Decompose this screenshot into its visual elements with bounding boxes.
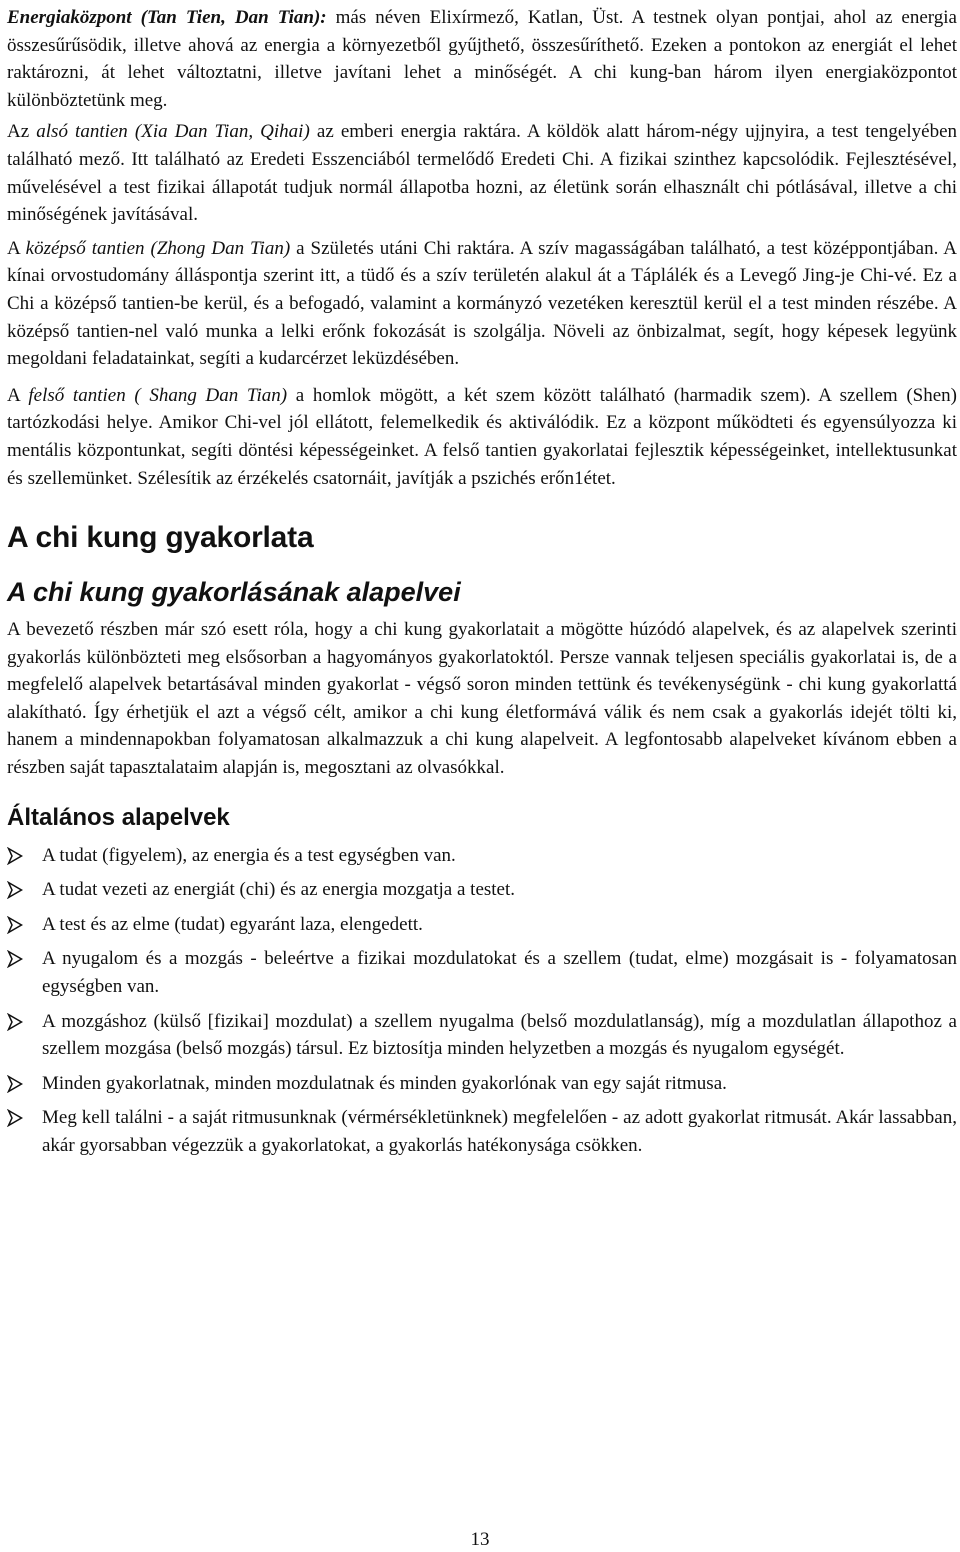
- list-item-text: A tudat (figyelem), az energia és a test egységben van.: [42, 844, 456, 866]
- list-item-text: Minden gyakorlatnak, minden mozdulatnak és minden gyakorlónak van egy saját ritmusa.: [42, 1072, 727, 1094]
- lead-middle-tantien: A: [7, 237, 26, 259]
- list-item-text: A nyugalom és a mozgás - beleértve a fizikai mozdulatokat és a szellem (tudat, elme) mozgásait is - folyamatosan egységben van.: [42, 948, 957, 998]
- general-principles-heading: Általános alapelvek: [7, 803, 230, 831]
- section-subtitle: A chi kung gyakorlásának alapelvei: [7, 577, 461, 608]
- text-lower-tantien: az emberi energia raktára. A köldök alatt három-négy ujjnyira, a test tengelyében található mező. Itt található az Eredeti Esszenciából termelődő Eredeti Chi. A fizikai szinthez kapcsolódik. Fejlesztésével, művelésével a test fizikai állapotát tudjuk normál állapotba hozni, az életünk során elhasznált chi pótlásával, illetve a chi minőségének javításával.: [7, 121, 958, 226]
- list-item-text: Meg kell találni - a saját ritmusunknak (vérmérsékletünknek) megfelelően - az adott gyakorlat ritmusát. Akár lassabban, akár gyorsabban végezzük a gyakorlatokat, a gyakorlás hatékonysága csökken.: [42, 1107, 957, 1156]
- list-item: [7, 842, 957, 870]
- paragraph-lower-tantien: [7, 118, 957, 228]
- list-item: [7, 911, 957, 939]
- list-item-text: A test és az elme (tudat) egyaránt laza, elengedett.: [42, 913, 423, 935]
- paragraph-middle-tantien: [7, 235, 957, 373]
- text-middle-tantien: a Születés utáni Chi raktára. A szív magasságában található, a test középpontjában. A kínai orvostudomány álláspontja szerint itt, a tüdő és a szív területén alakul át a Táplálék és a Levegő Jing-je Chi-vé. Ez a Chi a középső tantien-be kerül, és a befogadó, valamint a kormányzó vezetéken keresztül kerül el a test minden részébe. A középső tantien-nel való munka a lelki erőnk fokozását is szolgálja. Növeli az önbizalmat, segít, hogy képesek legyünk megoldani feladatainkat, segíti a kudarcérzet leküzdésében.: [7, 237, 957, 370]
- arrowhead-bullet-icon: [7, 916, 23, 934]
- section-title: A chi kung gyakorlata: [7, 521, 314, 555]
- arrowhead-bullet-icon: [7, 1013, 23, 1031]
- paragraph-upper-tantien: [7, 382, 957, 492]
- list-item: [7, 876, 957, 904]
- arrowhead-bullet-icon: [7, 847, 23, 865]
- list-item: [7, 945, 957, 1000]
- arrowhead-bullet-icon: [7, 881, 23, 899]
- paragraph-energy-centers: [7, 4, 957, 114]
- general-principles-list: [7, 842, 957, 1160]
- term-upper-tantien: felső tantien ( Shang Dan Tian): [28, 384, 288, 406]
- term-middle-tantien: középső tantien (Zhong Dan Tian): [25, 237, 291, 259]
- term-lower-tantien: alsó tantien (Xia Dan Tian, Qihai): [36, 121, 310, 143]
- arrowhead-bullet-icon: [7, 1075, 23, 1093]
- paragraph-principles-intro: A bevezető részben már szó esett róla, hogy a chi kung gyakorlatait a mögötte húzódó alapelvek, és az alapelvek szerinti gyakorlás különbözteti meg elsősorban a hagyományos gyakorlatoktól. Persze vannak teljesen speciális gyakorlatai is, de a megfelelő alapelvek betartásával minden gyakorlat - végső soron minden tettünk és tevékenységünk - chi kung gyakorlattá alakítható. Így érhetjük el azt a végső célt, amikor a chi kung életformává válik és nem csak a gyakorlás idejét tölti ki, hanem a mindennapokban folyamatosan alkalmazzuk a chi kung alapelveit. A legfontosabb alapelveket kívánom ebben a részben saját tapasztalataim alapján is, megosztani az olvasókkal.: [7, 619, 957, 779]
- arrowhead-bullet-icon: [7, 1109, 23, 1127]
- lead-lower-tantien: Az: [7, 121, 37, 143]
- text-energy-centers: más néven Elixírmező, Katlan, Üst. A testnek olyan pontjai, ahol az energia összesűrűsödik, illetve ahová az energia a környezetből gyűjthető, összesűríthető. Ezeken a pontokon az energiát el lehet raktározni, át lehet változtatni, illetve javítani lehet a minőségét. A chi kung-ban három ilyen energiaközpontot különböztetünk meg.: [7, 7, 957, 111]
- text-upper-tantien: a homlok mögött, a két szem között található (harmadik szem). A szellem (Shen) tartózkodási helye. Amikor Chi-vel jól ellátott, felemelkedik és aktiválódik. Ez a központ működteti és egyensúlyozza ki mentális központunkat, segíti döntési képességeinket. A felső tantien gyakorlatai fejlesztik képességeinket, intellektusunkat és szellemünket. Szélesítik az érzékelés csatornáit, javítják a pszichés erőn1étet.: [7, 384, 957, 489]
- list-item: [7, 1070, 957, 1098]
- list-item: [7, 1104, 957, 1159]
- list-item: [7, 1008, 957, 1063]
- lead-upper-tantien: A: [7, 384, 29, 406]
- term-energy-centers: Energiaközpont (Tan Tien, Dan Tian):: [7, 7, 327, 28]
- list-item-text: A mozgáshoz (külső [fizikai] mozdulat) a szellem nyugalma (belső mozdulatlanság), míg a mozdulatlan állapothoz a szellem mozgása (belső mozgás) társul. Ez biztosítja minden helyzetben a mozgás és nyugalom egységét.: [42, 1010, 957, 1060]
- arrowhead-bullet-icon: [7, 950, 23, 968]
- page-number: 13: [470, 1529, 490, 1550]
- document-page: [7, 4, 957, 1167]
- list-item-text: A tudat vezeti az energiát (chi) és az energia mozgatja a testet.: [42, 879, 516, 901]
